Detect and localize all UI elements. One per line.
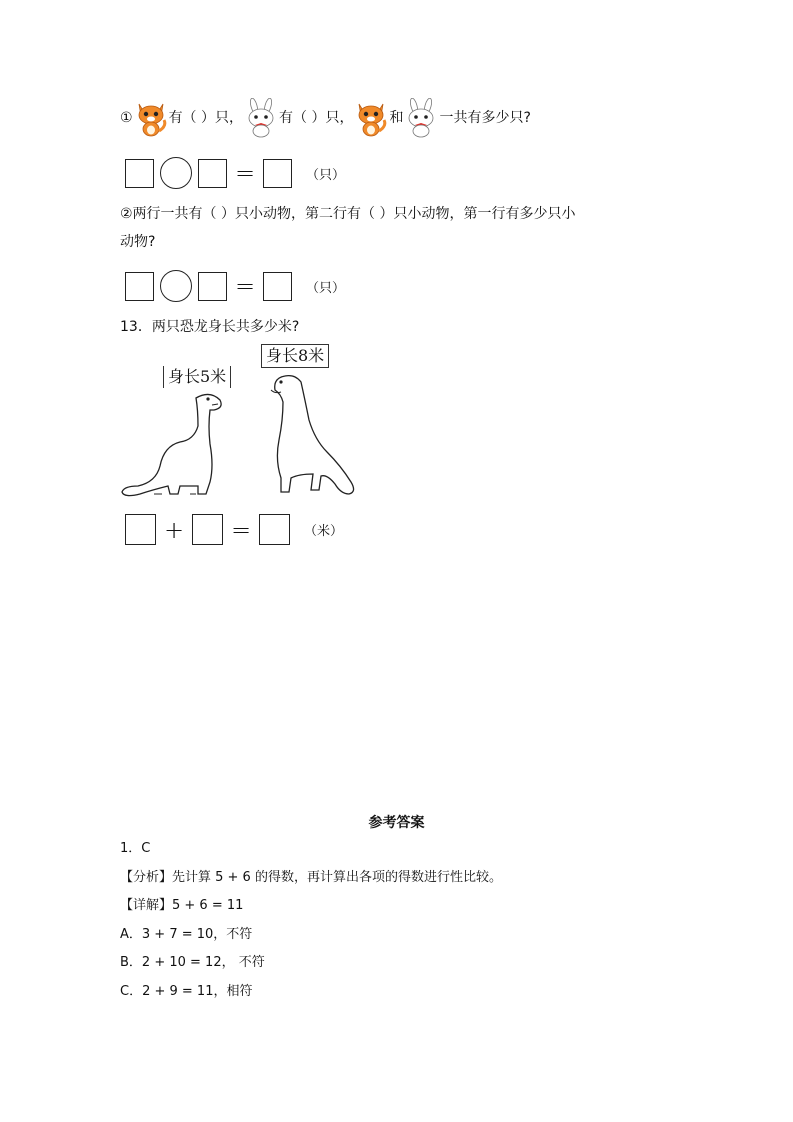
q1-text-2: 有（ ）只， — [279, 110, 354, 126]
dinosaur-2-illustration — [255, 344, 360, 504]
equals-sign: = — [234, 272, 256, 300]
answer-line: 【详解】5 + 6 = 11 — [120, 898, 244, 913]
operator-circle[interactable] — [160, 157, 192, 189]
question-1-line — [120, 98, 531, 138]
answers-heading: 参考答案 — [368, 815, 425, 831]
answer-box[interactable] — [125, 272, 154, 301]
q1-text-4: 一共有多少只? — [439, 110, 531, 126]
answer-line: B．2 + 10 = 12， 不符 — [120, 955, 265, 970]
answer-line: C．2 + 9 = 11，相符 — [120, 984, 253, 999]
dinosaur-1-icon — [118, 386, 238, 502]
q1-text-3: 和 — [389, 110, 404, 126]
answer-line: A．3 + 7 = 10，不符 — [120, 927, 253, 942]
dinosaur-1-sign: 身长5米 — [163, 366, 231, 388]
dinosaur-2-sign: 身长8米 — [261, 344, 329, 368]
q1-text-1: 有（ ）只， — [168, 110, 244, 126]
unit-label: （米） — [304, 524, 344, 539]
answer-box[interactable] — [263, 272, 292, 301]
answer-box[interactable] — [198, 272, 227, 301]
rabbit-icon — [403, 98, 439, 138]
question-2-line-2: 动物? — [120, 234, 156, 250]
equals-sign: = — [234, 159, 256, 187]
answer-box[interactable] — [259, 514, 290, 545]
equals-sign: = — [230, 515, 252, 544]
equation-row-3 — [125, 514, 343, 545]
answer-box[interactable] — [125, 514, 156, 545]
question-13-title: 13．两只恐龙身长共多少米? — [120, 319, 300, 335]
equation-row-2 — [125, 270, 345, 302]
answer-box[interactable] — [198, 159, 227, 188]
cat-icon — [133, 98, 169, 138]
unit-label: （只） — [306, 167, 346, 183]
rabbit-icon — [243, 98, 279, 138]
answer-line: 1．C — [120, 841, 151, 856]
dinosaur-2-icon — [255, 370, 360, 504]
answer-box[interactable] — [263, 159, 292, 188]
operator-circle[interactable] — [160, 270, 192, 302]
answer-box[interactable] — [192, 514, 223, 545]
equation-row-1 — [125, 157, 345, 189]
unit-label: （只） — [306, 280, 346, 296]
answer-box[interactable] — [125, 159, 154, 188]
cat-icon — [353, 98, 389, 138]
plus-sign: + — [163, 515, 185, 544]
q1-marker: ① — [120, 110, 133, 126]
dinosaur-1-illustration — [118, 366, 238, 502]
answer-line: 【分析】先计算 5 + 6 的得数，再计算出各项的得数进行性比较。 — [120, 870, 502, 885]
question-2-line-1: ②两行一共有（ ）只小动物，第二行有（ ）只小动物，第一行有多少只小 — [120, 206, 576, 222]
